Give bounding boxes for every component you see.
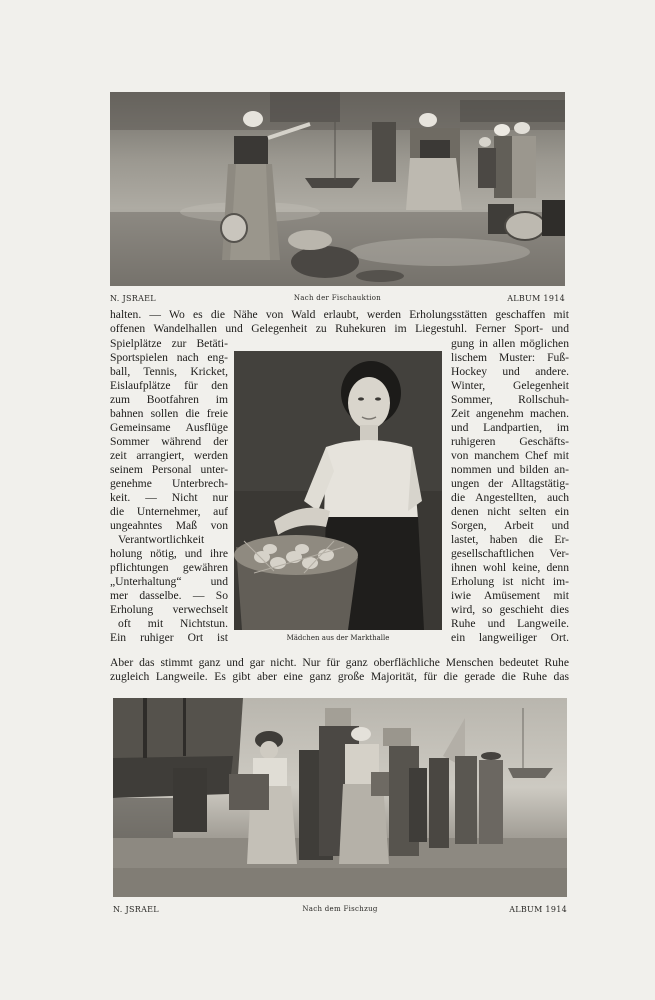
left-col-line: ungeahntes Maß von [110, 519, 228, 532]
left-col-line: Sommer während der [110, 435, 228, 448]
top-plate-caption [110, 294, 565, 306]
left-col-line: genehme Unterbrech- [110, 477, 228, 490]
left-col-line: ball, Tennis, Kricket, [110, 365, 228, 378]
right-col-line: ihnen wohl keine, denn [451, 561, 569, 574]
body-line: offenen Wandelhallen und Gelegenheit zu Ruhekuren im Liegestuhl. Ferner Sport- und [110, 322, 569, 335]
left-col-line: Erholung verwechselt [110, 603, 228, 616]
right-col-line: ruhigeren Geschäfts- [451, 435, 569, 448]
bottom-plate-title: Nach dem Fischzug [302, 905, 378, 913]
right-col-line: Sorgen, Arbeit und [451, 519, 569, 532]
left-col-line: zum Bootfahren im [110, 393, 228, 406]
top-plate-artist: N. JSRAEL [110, 294, 156, 303]
left-col-line: „Unterhaltung“ und [110, 575, 228, 588]
right-col-line: Hockey und andere. [451, 365, 569, 378]
right-col-line: und Landpartien, im [451, 421, 569, 434]
right-col-line: iwie Amüsement mit [451, 589, 569, 602]
portrait-painting [234, 351, 442, 630]
right-col-line: lastet, haben die Er- [451, 533, 569, 546]
right-col-line: nommen und bilden an- [451, 463, 569, 476]
body-line: halten. — Wo es die Nähe von Wald erlaubt, werden Erholungsstätten geschaffen mit [110, 308, 569, 321]
left-col-line: Eislaufplätze für den [110, 379, 228, 392]
right-col-line: Sommer, Rollschuh- [451, 393, 569, 406]
top-painting-image [110, 92, 565, 286]
left-col-line: Sportspielen nach eng- [110, 351, 228, 364]
body-line: zugleich Langweile. Es gibt aber eine ganz große Majorität, für die gerade die Ruhe das [110, 670, 569, 683]
right-col-line: Zeit angenehm machen. [451, 407, 569, 420]
right-col-line: von manchem Chef mit [451, 449, 569, 462]
left-col-line: holung nötig, und ihre [110, 547, 228, 560]
left-col-line: Verantwortlichkeit [118, 533, 205, 546]
right-col-line: lischem Muster: Fuß- [451, 351, 569, 364]
right-col-line: Ruhe und Langweile. [451, 617, 569, 630]
right-col-line: ein langweiliger Ort. [451, 631, 569, 644]
portrait-painting-image [234, 351, 442, 630]
left-col-line: bahnen sollen die freie [110, 407, 228, 420]
top-plate-title: Nach der Fischauktion [293, 294, 382, 302]
left-col-line: keit. — Nicht nur [110, 491, 228, 504]
left-col-line: Ein ruhiger Ort ist [110, 631, 228, 644]
bottom-plate-artist: N. JSRAEL [113, 905, 159, 914]
portrait-caption: Mädchen aus der Markthalle [286, 634, 390, 642]
bottom-plate-album: ALBUM 1914 [509, 905, 567, 914]
top-plate-album: ALBUM 1914 [507, 294, 565, 303]
right-col-line: die Angestellten, auch [451, 491, 569, 504]
right-col-line: Winter, Gelegenheit [451, 379, 569, 392]
bottom-painting [113, 698, 567, 897]
left-col-line: oft mit Nichtstun. [118, 617, 228, 630]
right-col-line: gesellschaftlichen Ver- [451, 547, 569, 560]
left-col-line: mer dasselbe. — So [110, 589, 228, 602]
left-col-line: zeit arrangiert, werden [110, 449, 228, 462]
left-col-line: Gemeinsame Ausflüge [110, 421, 228, 434]
top-painting [110, 92, 565, 286]
bottom-painting-image [113, 698, 567, 897]
body-line: Aber das stimmt ganz und gar nicht. Nur für ganz oberflächliche Menschen bedeutet Ruhe [110, 656, 569, 669]
left-col-line: seinem Personal unter- [110, 463, 228, 476]
left-col-line: pflichtungen gewähren [110, 561, 228, 574]
left-col-line: Spielplätze zur Betäti- [110, 337, 228, 350]
right-col-line: gung in allen möglichen [451, 337, 569, 350]
right-col-line: wird, so geschieht dies [451, 603, 569, 616]
right-col-line: Erholung ist nicht im- [451, 575, 569, 588]
left-col-line: die Unternehmer, auf [110, 505, 228, 518]
bottom-plate-caption [113, 905, 567, 917]
right-col-line: denen nicht selten ein [451, 505, 569, 518]
right-col-line: ungen der Alltagstätig- [451, 477, 569, 490]
